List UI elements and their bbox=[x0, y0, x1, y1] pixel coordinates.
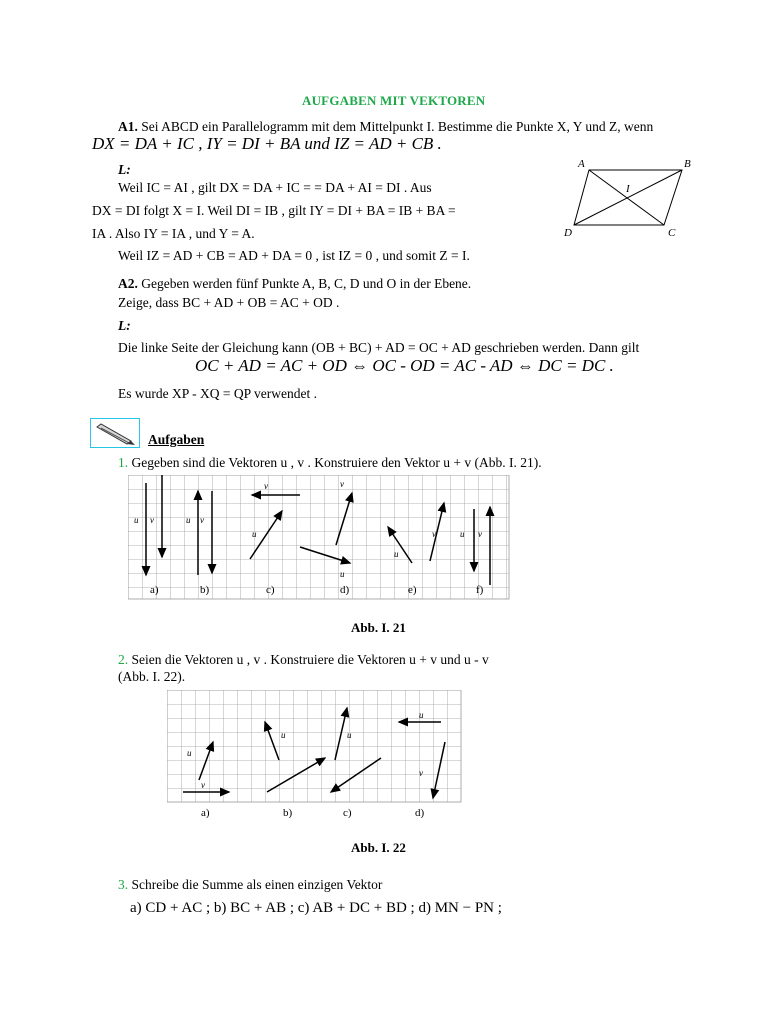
panel-label-a2: a) bbox=[201, 807, 210, 818]
a2-solution-line2: OC + AD = AC + OD ⇔ OC - OD = AC - AD ⇔ DC = DC . bbox=[195, 356, 614, 375]
a1-solution-label: L: bbox=[118, 162, 131, 177]
pencil-icon-frame bbox=[90, 418, 140, 448]
task2-body: Seien die Vektoren u , v . Konstruiere die Vektoren u + v und u - v bbox=[131, 652, 489, 667]
page-title: AUFGABEN MIT VEKTOREN bbox=[302, 93, 486, 108]
figure-caption-i21: Abb. I. 21 bbox=[351, 620, 406, 635]
panel-label-e: e) bbox=[408, 584, 417, 596]
panel-label-a: a) bbox=[150, 584, 159, 596]
vertex-b: B bbox=[684, 158, 691, 170]
panel-label-f: f) bbox=[476, 584, 484, 596]
label-v-b: v bbox=[200, 515, 204, 525]
grid-i21 bbox=[128, 475, 509, 599]
a2-line2: Zeige, dass BC + AD + OB = AC + OD . bbox=[118, 295, 340, 310]
a2-line1: Gegeben werden fünf Punkte A, B, C, D und O in der Ebene. bbox=[141, 276, 472, 291]
task3-number: 3. bbox=[118, 877, 129, 892]
label-v-a: v bbox=[150, 515, 154, 525]
label-u-c: u bbox=[252, 529, 257, 539]
figure-i22 bbox=[167, 690, 469, 818]
label-u-b2: u bbox=[281, 730, 286, 740]
task2-text2: (Abb. I. 22). bbox=[118, 669, 186, 684]
a1-solution-line2: DX = DI folgt X = I. Weil DI = IB , gilt IY = DI + BA = IB + BA = bbox=[92, 203, 456, 218]
figure-caption-i22: Abb. I. 22 bbox=[351, 840, 406, 855]
label-u-e: u bbox=[394, 549, 399, 559]
pencil-icon bbox=[91, 419, 139, 447]
task3-items: a) CD + AC ; b) BC + AB ; c) AB + DC + BD ; d) MN − PN ; bbox=[130, 900, 502, 916]
label-v-d: v bbox=[340, 479, 344, 489]
task1-text bbox=[118, 455, 542, 471]
label-v-f: v bbox=[478, 529, 482, 539]
a2-solution-line1: Die linke Seite der Gleichung kann (OB + BC) + AD = OC + AD geschrieben werden. Dann gilt bbox=[118, 340, 640, 355]
center-i: I bbox=[626, 183, 630, 195]
a1-label: A1. bbox=[118, 119, 138, 134]
label-u-f: u bbox=[460, 529, 465, 539]
label-v-e: v bbox=[432, 529, 436, 539]
panel-label-b2: b) bbox=[283, 807, 293, 818]
a2-solution-line3: Es wurde XP - XQ = QP verwendet . bbox=[118, 386, 317, 401]
task2-number: 2. bbox=[118, 652, 129, 667]
vertex-c: C bbox=[668, 227, 676, 239]
a1-solution-line1: Weil IC = AI , gilt DX = DA + IC = = DA + AI = DI . Aus bbox=[118, 180, 432, 195]
a2-statement bbox=[118, 276, 471, 292]
parallelogram-figure bbox=[560, 155, 700, 240]
task1-body: Gegeben sind die Vektoren u , v . Konstruiere den Vektor u + v (Abb. I. 21). bbox=[131, 455, 542, 470]
panel-label-b: b) bbox=[200, 584, 210, 596]
label-u-a2: u bbox=[187, 748, 192, 758]
task1-number: 1. bbox=[118, 455, 129, 470]
vertex-a: A bbox=[578, 158, 585, 170]
panel-label-d: d) bbox=[340, 584, 350, 596]
label-u-d2: u bbox=[419, 710, 424, 720]
task3-body: Schreibe die Summe als einen einzigen Vektor bbox=[131, 877, 383, 892]
a1-solution-line3: IA . Also IY = IA , und Y = A. bbox=[92, 226, 255, 241]
task2-text bbox=[118, 652, 489, 668]
label-v-c: v bbox=[264, 481, 268, 491]
label-u-a: u bbox=[134, 515, 139, 525]
label-u-b: u bbox=[186, 515, 191, 525]
diagonal-bd bbox=[574, 170, 682, 225]
panel-label-c: c) bbox=[266, 584, 275, 596]
a1-line2: DX = DA + IC , IY = DI + BA und IZ = AD + CB . bbox=[92, 134, 442, 153]
a1-line1: Sei ABCD ein Parallelogramm mit dem Mittelpunkt I. Bestimme die Punkte X, Y und Z, wenn bbox=[141, 119, 654, 134]
aufgaben-heading: Aufgaben bbox=[148, 432, 205, 447]
a2-solution-label: L: bbox=[118, 318, 131, 333]
label-u-d: u bbox=[340, 569, 345, 579]
label-v-a2: v bbox=[201, 780, 205, 790]
a2-label: A2. bbox=[118, 276, 138, 291]
figure-i21 bbox=[128, 475, 512, 601]
task3-text bbox=[118, 877, 382, 893]
a1-statement bbox=[118, 119, 653, 135]
panel-label-d2: d) bbox=[415, 807, 425, 818]
a1-solution-line4: Weil IZ = AD + CB = AD + DA = 0 , ist IZ = 0 , und somit Z = I. bbox=[118, 248, 470, 263]
diagonal-ac bbox=[589, 170, 664, 225]
label-v-d2: v bbox=[419, 768, 423, 778]
label-u-c2: u bbox=[347, 730, 352, 740]
vertex-d: D bbox=[564, 227, 572, 239]
panel-label-c2: c) bbox=[343, 807, 352, 818]
